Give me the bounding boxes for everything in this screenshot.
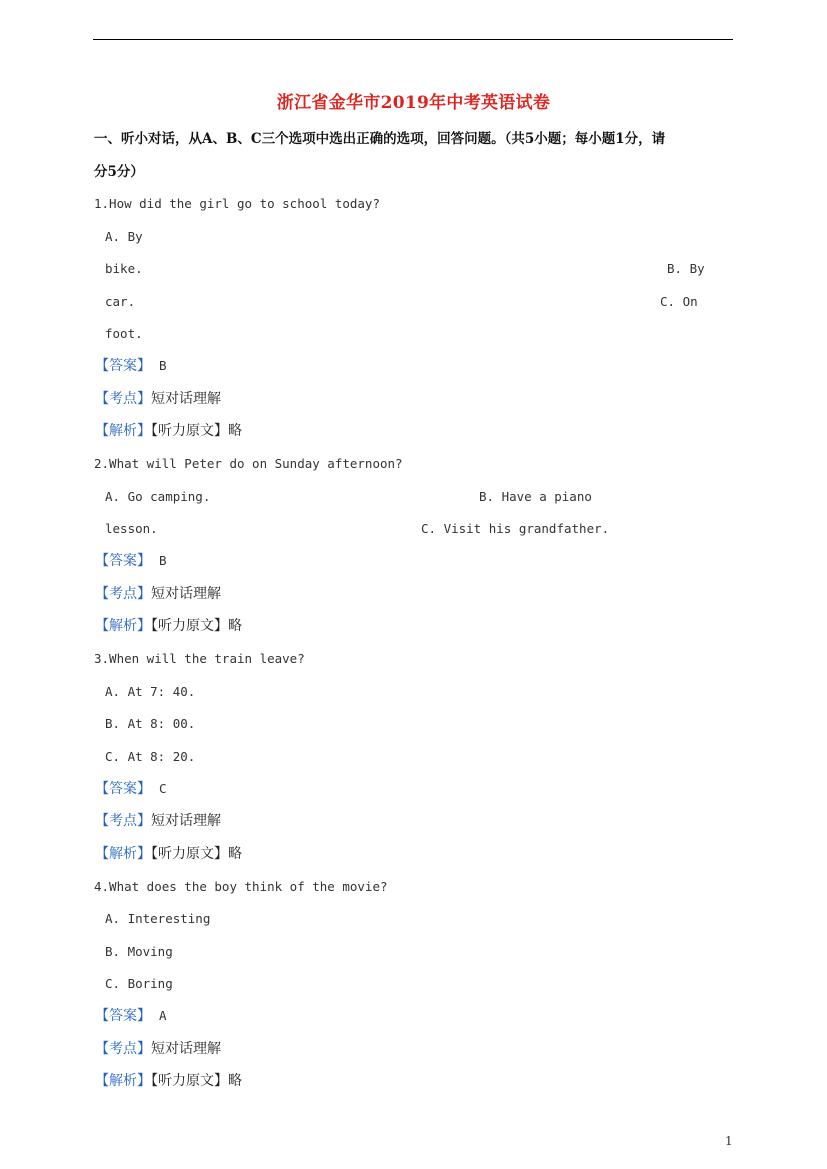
question-4-option-a: A. Interesting — [105, 911, 211, 926]
omitted-text: 略 — [228, 618, 242, 634]
question-1-option-c: C. On — [660, 294, 698, 309]
answer-value: B — [159, 553, 167, 568]
listening-text-label: 【听力原文】 — [151, 618, 228, 634]
analysis-label: 【解析】 — [95, 846, 151, 862]
point-label: 【考点】 — [95, 586, 151, 602]
question-4-option-b: B. Moving — [105, 944, 173, 959]
question-2-answer-row — [95, 552, 167, 570]
answer-value: A — [159, 1008, 167, 1023]
answer-label: 【答案】 — [95, 553, 151, 569]
question-4-analysis-row — [95, 1072, 242, 1090]
header-rule — [93, 39, 733, 40]
question-2-option-c: C. Visit his grandfather. — [421, 521, 610, 536]
question-2-point-row — [95, 585, 221, 603]
answer-value: B — [159, 358, 167, 373]
question-1-option-c-cont: foot. — [105, 326, 143, 341]
analysis-label: 【解析】 — [95, 1073, 151, 1089]
question-3-stem: 3.When will the train leave? — [94, 651, 305, 666]
question-1-option-a-cont: bike. — [105, 261, 143, 276]
analysis-label: 【解析】 — [95, 618, 151, 634]
question-2-analysis-row — [95, 617, 242, 635]
question-3-option-c: C. At 8: 20. — [105, 749, 196, 764]
question-4-stem: 4.What does the boy think of the movie? — [94, 879, 388, 894]
answer-value: C — [159, 781, 167, 796]
question-1-analysis-row — [95, 422, 242, 440]
analysis-label: 【解析】 — [95, 423, 151, 439]
question-2-option-b: B. Have a piano — [479, 489, 592, 504]
question-1-option-b-cont: car. — [105, 294, 136, 309]
point-value: 短对话理解 — [151, 813, 221, 829]
question-3-option-a: A. At 7: 40. — [105, 684, 196, 699]
section-heading-line2: 分5分） — [94, 164, 144, 180]
question-3-point-row — [95, 812, 221, 830]
question-3-answer-row — [95, 780, 167, 798]
omitted-text: 略 — [228, 1073, 242, 1089]
point-value: 短对话理解 — [151, 1041, 221, 1057]
answer-label: 【答案】 — [95, 1008, 151, 1024]
question-1-point-row — [95, 390, 221, 408]
answer-label: 【答案】 — [95, 781, 151, 797]
question-1-option-b: B. By — [667, 261, 705, 276]
point-label: 【考点】 — [95, 391, 151, 407]
question-4-option-c: C. Boring — [105, 976, 173, 991]
page-title: 浙江省金华市2019年中考英语试卷 — [276, 93, 551, 113]
question-2-stem: 2.What will Peter do on Sunday afternoon? — [94, 456, 403, 471]
question-1-answer-row — [95, 357, 167, 375]
question-2-option-b-cont: lesson. — [105, 521, 158, 536]
question-4-point-row — [95, 1040, 221, 1058]
listening-text-label: 【听力原文】 — [151, 1073, 228, 1089]
question-3-option-b: B. At 8: 00. — [105, 716, 196, 731]
omitted-text: 略 — [228, 846, 242, 862]
question-1-option-a: A. By — [105, 229, 143, 244]
page-number: 1 — [725, 1134, 733, 1148]
section-heading-line1: 一、听小对话，从A、B、C三个选项中选出正确的选项，回答问题。（共5小题；每小题1分，请 — [94, 131, 666, 147]
point-label: 【考点】 — [95, 813, 151, 829]
question-2-option-a: A. Go camping. — [105, 489, 211, 504]
question-3-analysis-row — [95, 845, 242, 863]
question-1-stem: 1.How did the girl go to school today? — [94, 196, 380, 211]
answer-label: 【答案】 — [95, 358, 151, 374]
point-value: 短对话理解 — [151, 586, 221, 602]
listening-text-label: 【听力原文】 — [151, 423, 228, 439]
question-4-answer-row — [95, 1007, 167, 1025]
listening-text-label: 【听力原文】 — [151, 846, 228, 862]
point-value: 短对话理解 — [151, 391, 221, 407]
omitted-text: 略 — [228, 423, 242, 439]
point-label: 【考点】 — [95, 1041, 151, 1057]
